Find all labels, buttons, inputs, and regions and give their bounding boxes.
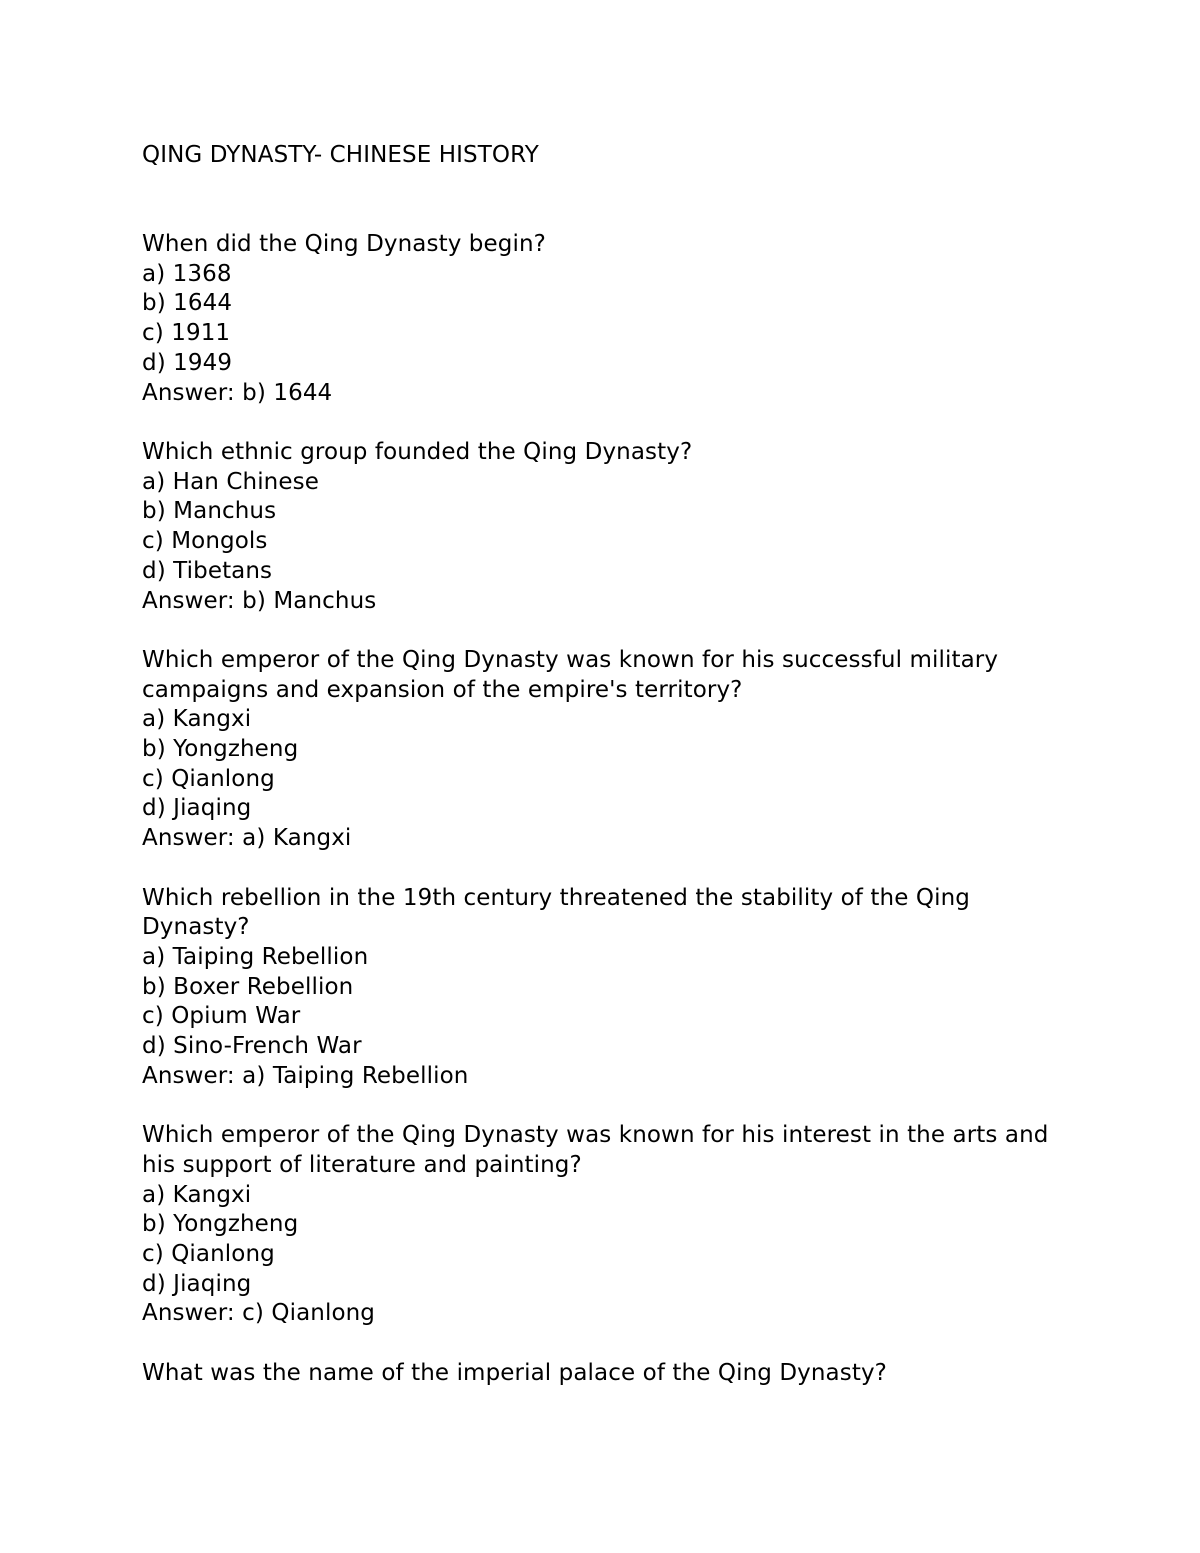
option-c: c) Opium War — [142, 1003, 301, 1030]
answer-text: Answer: a) Taiping Rebellion — [142, 1062, 469, 1089]
option-a: a) Taiping Rebellion — [142, 943, 369, 970]
option-c: c) Qianlong — [142, 765, 275, 792]
option-b: b) Boxer Rebellion — [142, 973, 354, 1000]
question-block — [142, 438, 1072, 616]
question-prompt: Which rebellion in the 19th century threatened the stability of the Qing Dynasty? — [142, 884, 978, 941]
option-d: d) Sino-French War — [142, 1033, 362, 1060]
document-content — [142, 141, 1072, 1418]
option-a: a) Han Chinese — [142, 468, 319, 495]
answer-text: Answer: a) Kangxi — [142, 825, 352, 852]
option-c: c) Mongols — [142, 528, 268, 555]
option-d: d) 1949 — [142, 349, 233, 376]
question-block — [142, 646, 1072, 854]
question-prompt: Which emperor of the Qing Dynasty was known for his successful military campaigns and expansion of the empire's territory? — [142, 646, 1006, 703]
option-d: d) Jiaqing — [142, 1270, 252, 1297]
question-prompt: When did the Qing Dynasty begin? — [142, 231, 546, 258]
answer-options — [142, 468, 1072, 587]
option-a: a) 1368 — [142, 260, 232, 287]
question-prompt: What was the name of the imperial palace of the Qing Dynasty? — [142, 1359, 887, 1386]
answer-options — [142, 260, 1072, 379]
option-c: c) 1911 — [142, 320, 231, 347]
option-b: b) 1644 — [142, 290, 233, 317]
option-c: c) Qianlong — [142, 1240, 275, 1267]
question-block — [142, 230, 1072, 408]
answer-options — [142, 1181, 1072, 1300]
option-d: d) Tibetans — [142, 557, 273, 584]
option-b: b) Manchus — [142, 498, 277, 525]
option-b: b) Yongzheng — [142, 1211, 299, 1238]
question-block — [142, 884, 1072, 1092]
option-d: d) Jiaqing — [142, 795, 252, 822]
question-block — [142, 1121, 1072, 1329]
answer-text: Answer: c) Qianlong — [142, 1300, 376, 1327]
document-title: QING DYNASTY- CHINESE HISTORY — [142, 142, 539, 168]
option-a: a) Kangxi — [142, 1181, 252, 1208]
question-prompt: Which emperor of the Qing Dynasty was known for his interest in the arts and his support of literature and painting? — [142, 1122, 1056, 1178]
answer-text: Answer: b) Manchus — [142, 587, 377, 614]
question-prompt: Which ethnic group founded the Qing Dynasty? — [142, 438, 693, 465]
answer-options — [142, 705, 1072, 824]
answer-text: Answer: b) 1644 — [142, 379, 333, 406]
title-spacer — [142, 171, 1072, 230]
answer-options — [142, 943, 1072, 1062]
option-a: a) Kangxi — [142, 706, 252, 733]
option-b: b) Yongzheng — [142, 736, 299, 762]
question-block — [142, 1359, 1072, 1389]
